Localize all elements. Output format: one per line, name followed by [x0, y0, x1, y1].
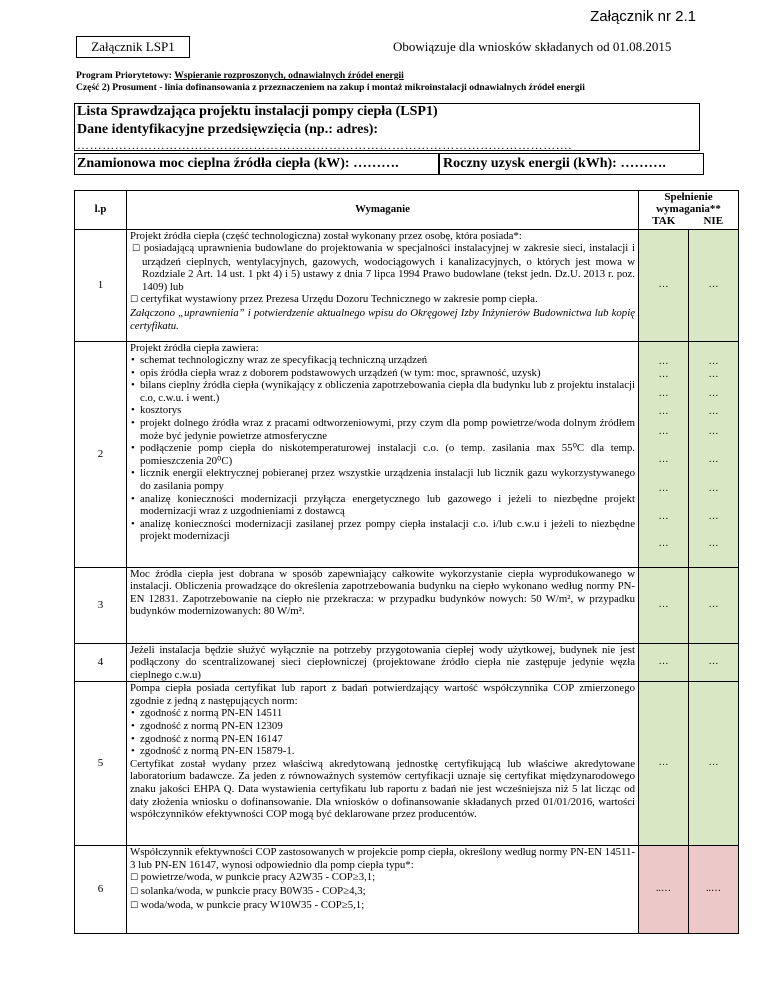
identification-box [74, 103, 700, 151]
req-text: Certyfikat został wydany przez właściwą akredytowaną jednostkę certyfikującą lub właściwe akredytowane laboratorium badawcze. Za jeden z równoważnych systemów certyfikacji uznaje się certyfikat międzynarodowego znaku jakości EHPA Q. Data wystawienia certyfikatu lub raportu z badań nie jest wcześniejsza niż 5 lat licząc od daty złożenia wniosku o dofinansowanie. Dla wniosków o dofinansowanie składanych przed 01/01/2016, wartości współczynników efektywności COP mogą być deklarowane przez producentów. [130, 757, 635, 821]
checkbox-icon[interactable]: ☐ [130, 900, 139, 911]
program-name: Wspieranie rozproszonych, odnawialnych źródeł energii [174, 70, 404, 81]
tak-cell[interactable] [639, 567, 689, 643]
identification-label: Dane identyfikacyjne przedsięwzięcia (np.: adres): [77, 122, 379, 137]
checkbox-icon[interactable]: ☐ [130, 887, 139, 898]
header-fulfilment: Spełnienie wymagania** [639, 191, 739, 216]
lsp-label-box: Załącznik LSP1 [76, 36, 190, 58]
row-number: 4 [75, 643, 127, 682]
valid-from-note: Obowiązuje dla wniosków składanych od 01.08.2015 [393, 39, 672, 54]
nie-cell[interactable] [689, 682, 739, 846]
tak-cell[interactable] [639, 341, 689, 567]
nie-dots: … [708, 656, 719, 668]
table-row [75, 341, 739, 567]
nie-cell[interactable] [689, 643, 739, 682]
nie-dots: … [708, 482, 719, 494]
header-tak: TAK [639, 215, 689, 229]
tak-dots: … [658, 278, 669, 290]
tak-dots: … [658, 405, 669, 417]
row-number: 5 [75, 682, 127, 846]
row-number: 6 [75, 846, 127, 934]
req-bullet: • projekt dolnego źródła wraz z pracami odtworzeniowymi, przy czym dla pomp powietrze/woda dolnym źródłem może być jedynie powietrze atmosferyczne [130, 417, 635, 442]
tak-dots: … [658, 425, 669, 437]
heat-power-field: Znamionowa moc cieplna źródła ciepła (kW): ………. [74, 153, 440, 175]
row-number: 2 [75, 341, 127, 567]
nie-dots: … [708, 757, 719, 769]
checkbox-icon[interactable]: ☐ [130, 295, 139, 306]
tak-cell[interactable] [639, 229, 689, 341]
attachment-number: Załącznik nr 2.1 [590, 8, 696, 25]
req-bullet: • analizę konieczności modernizacji przyłącza energetycznego lub gazowego i jeżeli to niezbędne projekt modernizacji wraz z uzgodnieniami z dostawcą [130, 493, 635, 518]
tak-dots: … [658, 510, 669, 522]
req-text: Współczynnik efektywności COP zastosowanych w projekcie pomp ciepła, określony według normy PN-EN 14511-3 lub PN-EN 16147, wynosi odpowiednio dla pomp ciepła typu*: [130, 846, 635, 871]
req-bullet: • zgodność z normą PN-EN 12309 [130, 720, 635, 733]
nie-dots: … [708, 368, 719, 380]
table-row [75, 682, 739, 846]
tak-cell[interactable] [639, 846, 689, 934]
table-header-row [75, 191, 739, 216]
nie-dots: … [708, 598, 719, 610]
nie-dots: … [708, 405, 719, 417]
tak-dots: … [658, 757, 669, 769]
program-prefix: Program Priorytetowy: [76, 70, 175, 81]
req-option: woda/woda, w punkcie pracy W10W35 - COP≥5,1; [140, 898, 365, 911]
nie-cell[interactable] [689, 341, 739, 567]
program-header [76, 70, 585, 94]
nie-dots: … [708, 387, 719, 399]
requirement-cell [127, 229, 639, 341]
checklist-title: Lista Sprawdzająca projektu instalacji pompy ciepła (LSP1) [77, 104, 438, 119]
req-option: solanka/woda, w punkcie pracy B0W35 - COP≥4,3; [140, 885, 366, 898]
nie-cell[interactable] [689, 846, 739, 934]
table-row [75, 229, 739, 341]
program-part: Część 2) Prosument - linia dofinansowania z przeznaczeniem na zakup i montaż mikroinstalacji odnawialnych źródeł energii [76, 82, 585, 93]
tak-cell[interactable] [639, 682, 689, 846]
req-bullet: • zgodność z normą PN-EN 14511 [130, 707, 635, 720]
nie-cell[interactable] [689, 567, 739, 643]
req-bullet: • podłączenie pomp ciepła do niskotemperaturowej instalacji c.o. (o temp. zasilania max 55⁰C dla temp. pomieszczenia 20⁰C) [130, 442, 635, 467]
nie-dots: … [708, 537, 719, 549]
checkbox-icon[interactable]: ☐ [130, 873, 139, 884]
row-number: 1 [75, 229, 127, 341]
req-option: posiadającą uprawnienia budowlane do projektowania w specjalności instalacyjnej w zakresie sieci, instalacji i urządzeń cieplnych, wentylacyjnych, gazowych, wodociągowych i kanalizacyjnych, o których jest mowa w Rozdziale 2 Art. 14 ust. 1 pkt 4) i 5) ustawy z dnia 7 lipca 1994 Prawo budowlane (tekst jedn. Dz.U. 2013 r. poz. 1409) lub [142, 242, 635, 293]
req-bullet: • bilans cieplny źródła ciepła (wynikający z obliczenia zapotrzebowania ciepła dla budynku lub z projektu instalacji c.o, c.w.u. i went.) [130, 379, 635, 404]
req-attachment-note: Załączono „uprawnienia” i potwierdzenie aktualnego wpisu do Okręgowej Izby Inżynierów Budownictwa lub kopię certyfikatu. [130, 307, 635, 332]
tak-dots: … [658, 453, 669, 465]
req-bullet: • licznik energii elektrycznej pobieranej przez wszystkie urządzenia instalacji lub licznik gazu wykorzystywanego do zasilania pompy [130, 467, 635, 492]
header-nie: NIE [689, 215, 739, 229]
req-bullet: • zgodność z normą PN-EN 16147 [130, 733, 635, 746]
annual-energy-field: Roczny uzysk energii (kWh): ………. [438, 153, 704, 175]
requirement-cell [127, 846, 639, 934]
table-row [75, 846, 739, 934]
req-bullet: • kosztorys [130, 404, 635, 417]
req-option: powietrze/woda, w punkcie pracy A2W35 - COP≥3,1; [140, 871, 376, 884]
tak-cell[interactable] [639, 643, 689, 682]
req-bullet: • zgodność z normą PN-EN 15879-1. [130, 745, 635, 758]
tak-dots: … [658, 368, 669, 380]
tak-dots: … [658, 482, 669, 494]
req-option: certyfikat wystawiony przez Prezesa Urzędu Dozoru Technicznego w zakresie pomp ciepła. [140, 293, 538, 306]
tak-dots: ..… [656, 883, 671, 895]
checklist-table [74, 190, 739, 934]
checkbox-icon[interactable]: ☐ [132, 244, 141, 255]
nie-dots: … [708, 425, 719, 437]
requirement-cell [127, 341, 639, 567]
requirement-cell: Jeżeli instalacja będzie służyć wyłącznie na potrzeby przygotowania ciepłej wody użytkowej, budynek nie jest podłączony do scentralizowanej sieci ciepłowniczej (projektowane źródło ciepła nie zastępuje jedynie węzła cieplnego c.w.u) [127, 643, 639, 682]
nie-dots: ..… [706, 883, 721, 895]
table-row [75, 643, 739, 682]
nie-cell[interactable] [689, 229, 739, 341]
identification-dots: ………………………………………………………………………………………………………. [77, 138, 572, 152]
row-number: 3 [75, 567, 127, 643]
req-bullet: • schemat technologiczny wraz ze specyfikacją techniczną urządzeń [130, 354, 635, 367]
header-lp: l.p [75, 191, 127, 230]
nie-dots: … [708, 453, 719, 465]
nie-dots: … [708, 510, 719, 522]
tak-dots: … [658, 537, 669, 549]
table-row [75, 567, 739, 643]
req-text: Projekt źródła ciepła zawiera: [130, 341, 259, 354]
requirement-cell: Moc źródła ciepła jest dobrana w sposób zapewniający całkowite wykorzystanie ciepła wyprodukowanego w instalacji. Obliczenia prowadzące do określenia zapotrzebowania budynku na ciepło wykonano według normy PN-EN 12831. Zapotrzebowanie na ciepło nie przekracza: w przypadku budynków nowych: 50 W/m², w przypadku budynków modernizowanych: 80 W/m². [127, 567, 639, 643]
requirement-cell [127, 682, 639, 846]
nie-dots: … [708, 355, 719, 367]
tak-dots: … [658, 387, 669, 399]
req-bullet: • opis źródła ciepła wraz z doborem podstawowych urządzeń (w tym: moc, sprawność, uzysk) [130, 367, 635, 380]
header-requirement: Wymaganie [127, 191, 639, 230]
req-text: Pompa ciepła posiada certyfikat lub raport z badań potwierdzający wartość współczynnika COP zmierzonego zgodnie z jedną z następujących norm: [130, 682, 635, 707]
req-text: Projekt źródła ciepła (część technologiczna) został wykonany przez osobę, która posiada*: [130, 229, 522, 242]
nie-dots: … [708, 278, 719, 290]
tak-dots: … [658, 355, 669, 367]
tak-dots: … [658, 656, 669, 668]
req-bullet: • analizę konieczności modernizacji zasilanej przez pompy ciepła instalacji c.o. i/lub c.w.u i jeżeli to niezbędne projekt modernizacji [130, 518, 635, 543]
tak-dots: … [658, 598, 669, 610]
